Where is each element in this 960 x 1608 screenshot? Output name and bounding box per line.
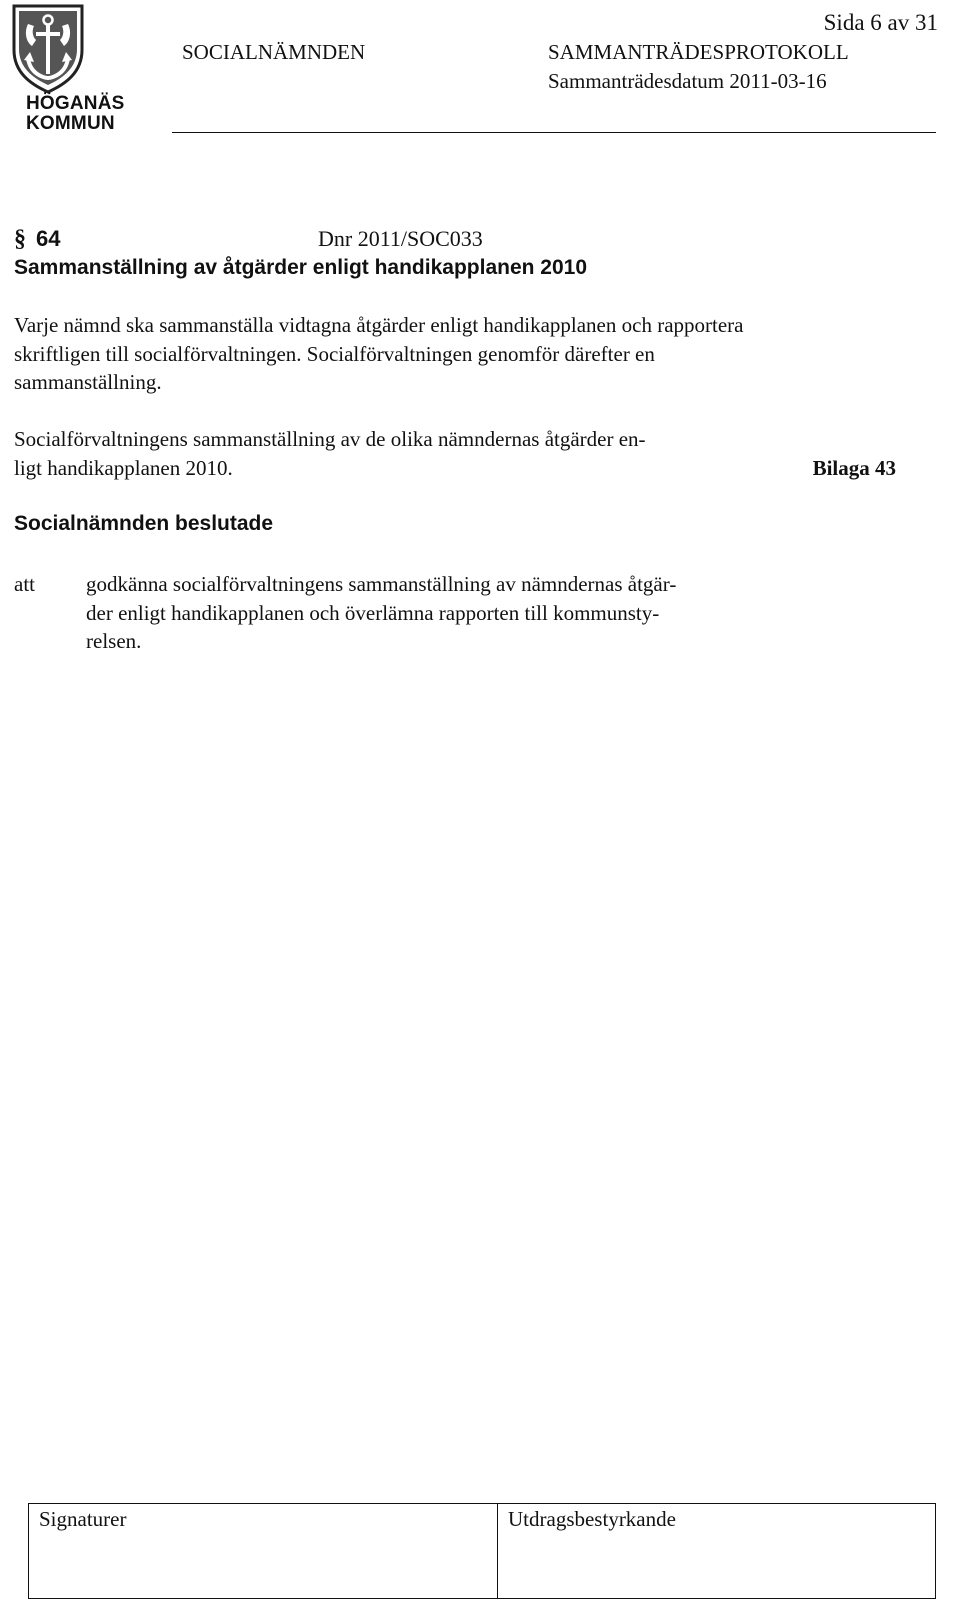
body-paragraph-2-line-1: Socialförvaltningens sammanställning av de olika nämndernas åtgärder en- [14,427,646,451]
attachment-reference: Bilaga 43 [812,456,896,480]
logo-wordmark [26,94,125,134]
case-number: Dnr 2011/SOC033 [318,226,483,251]
header-doc-type: SAMMANTRÄDESPROTOKOLL [548,40,849,64]
decision-line-3: relsen. [86,629,142,653]
signatures-label: Signaturer [39,1507,127,1531]
header-organ: SOCIALNÄMNDEN [182,40,366,64]
decision-line-1: godkänna socialförvaltningens sammanställning av nämndernas åtgär- [86,572,677,596]
section-number [14,226,60,253]
logo-line2: KOMMUN [26,113,115,134]
header-divider [172,132,936,133]
certification-label: Utdragsbestyrkande [508,1507,676,1531]
decision-line-2: der enligt handikapplanen och överlämna rapporten till kommunsty- [86,600,660,625]
municipality-logo [10,2,125,136]
page-number: Sida 6 av 31 [823,10,938,35]
section-title: Sammanställning av åtgärder enligt handikapplanen 2010 [14,256,588,279]
signatures-cell [28,1503,498,1599]
body-paragraph-2-line-2: ligt handikapplanen 2010. [14,455,233,480]
paragraph-sign: § [14,226,26,252]
signature-table [28,1503,936,1599]
certification-cell [498,1503,936,1599]
body-paragraph-2 [14,425,774,482]
header-meeting-date: Sammanträdesdatum 2011-03-16 [548,69,827,93]
logo-line1: HÖGANÄS [26,93,125,114]
body-paragraph-1: Varje nämnd ska sammanställa vidtagna åtgärder enligt handikapplanen och rapportera skriftligen till socialförvaltningen. Socialförvaltningen genomför därefter en sammanställning. [14,313,744,394]
decision-heading: Socialnämnden beslutade [14,512,274,535]
decision-att: att [14,572,35,596]
decision-text [86,570,766,656]
anchor-coat-of-arms-icon [10,2,86,94]
paragraph-number: 64 [36,226,61,251]
